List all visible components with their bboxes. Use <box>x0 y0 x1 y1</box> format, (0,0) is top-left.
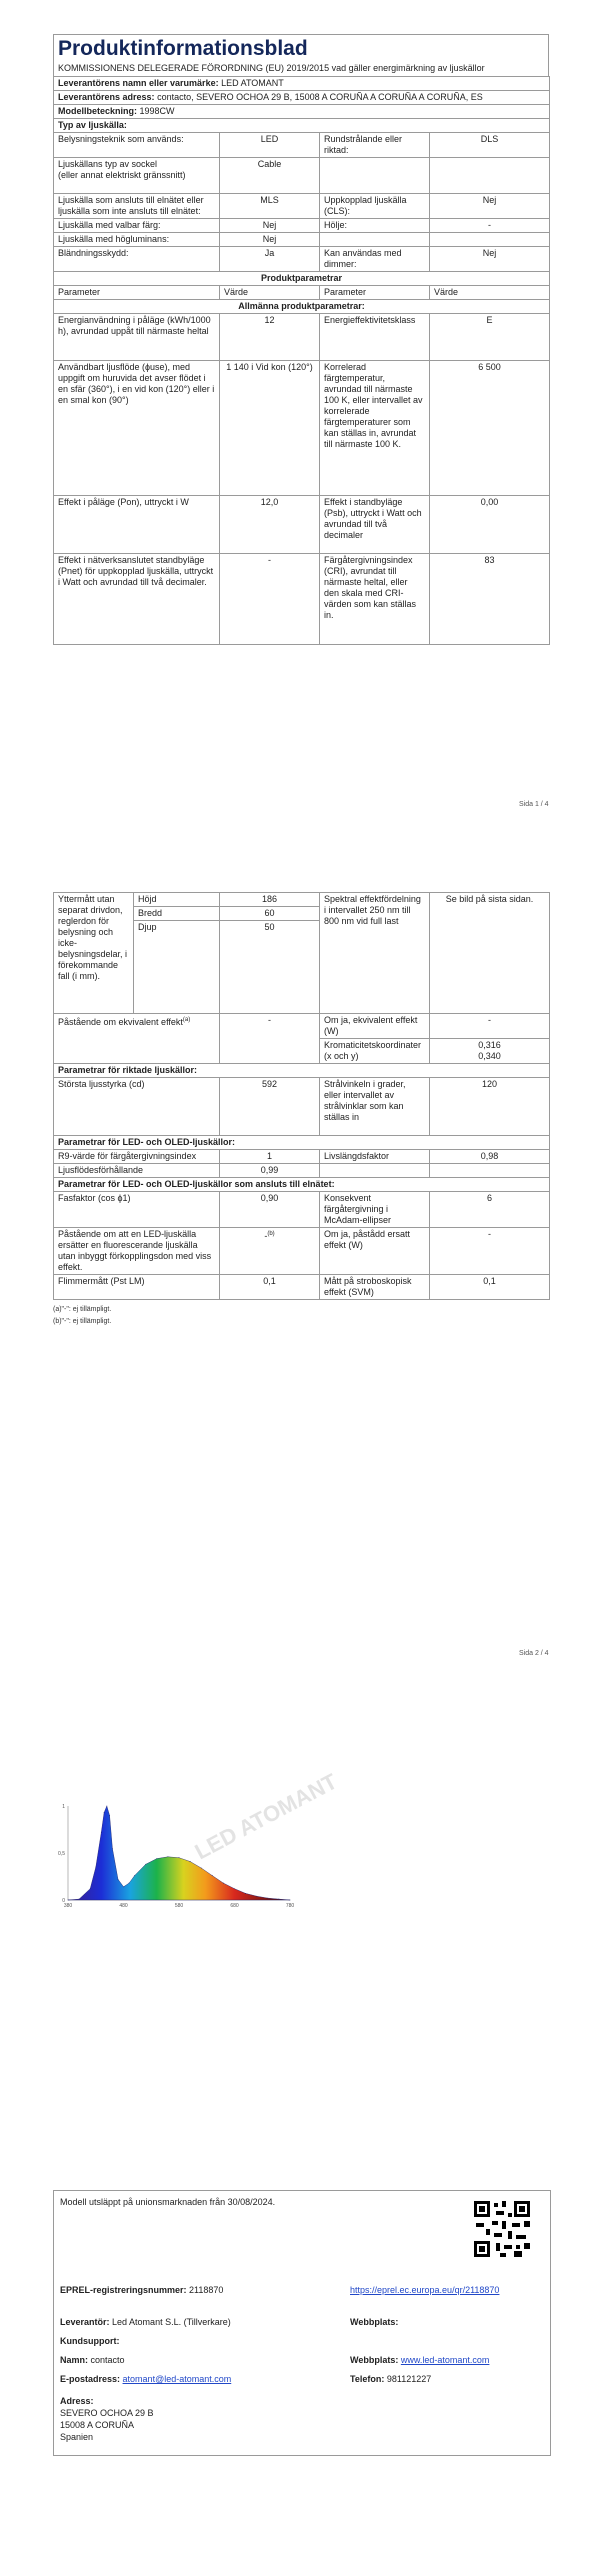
market-date: Modell utsläppt på unionsmarknaden från 30/08/2024. <box>60 2197 276 2207</box>
regulation-subtitle: KOMMISSIONENS DELEGERADE FÖRORDNING (EU) 2019/2015 vad gäller energimärkning av ljuskällor <box>53 63 549 76</box>
email-link[interactable]: atomant@led-atomant.com <box>122 2374 232 2384</box>
led-atomant-watermark <box>191 1768 342 1864</box>
supplier-name-row: Leverantörens namn eller varumärke: LED ATOMANT <box>54 77 550 91</box>
data-point <box>95 1867 96 1868</box>
column-header-row: Parameter Värde Parameter Värde <box>54 286 550 300</box>
directional-heading: Parametrar för riktade ljuskällor: <box>54 1064 550 1078</box>
y-tick-label: 1 <box>62 1804 65 1810</box>
svg-text:LED ATOMANT: LED ATOMANT <box>190 1768 342 1865</box>
data-point <box>279 1899 280 1900</box>
data-point <box>104 1812 105 1813</box>
y-tick-label: 0 <box>62 1898 65 1904</box>
x-tick-label: 480 <box>119 1903 128 1909</box>
data-point <box>223 1883 224 1884</box>
data-point <box>234 1888 235 1889</box>
spectral-distribution-chart <box>50 1768 342 1920</box>
page-2 <box>0 880 603 1700</box>
general-heading: Allmänna produktparametrar: <box>54 300 550 314</box>
page-number: Sida 1 / 4 <box>519 801 549 808</box>
data-point <box>190 1861 191 1862</box>
data-point <box>201 1868 202 1869</box>
eprel-number: EPREL-registreringsnummer: 2118870 <box>60 2285 224 2295</box>
table-row: Ljuskälla som ansluts till elnätet eller ljuskälla som inte ansluts till elnätet: MLS Uppkopplad ljuskälla (CLS): Nej <box>54 194 550 219</box>
data-point <box>168 1856 169 1857</box>
data-point <box>267 1898 268 1899</box>
mains-heading: Parametrar för LED- och OLED-ljuskällor som ansluts till elnätet: <box>54 1178 550 1192</box>
data-point <box>118 1879 119 1880</box>
table-row: Fasfaktor (cos ϕ1) 0,90 Konsekvent färgåtergivning i McAdam-ellipser 6 <box>54 1192 550 1228</box>
x-tick-label: 380 <box>63 1903 73 1909</box>
data-point <box>145 1864 146 1865</box>
contact-website: Webbplats: www.led-atomant.com <box>350 2355 490 2365</box>
data-point <box>101 1832 102 1833</box>
data-point <box>90 1888 91 1889</box>
data-point <box>179 1857 180 1858</box>
table-row: Djup 50 <box>54 921 550 1014</box>
product-params-heading: Produktparametrar <box>54 272 550 286</box>
qr-code[interactable] <box>472 2199 532 2259</box>
footnote-a: (a)"-": ej tillämpligt. <box>53 1306 112 1313</box>
table-row: Påstående om ekvivalent effekt$^{(a)}$ - Om ja, ekvivalent effekt (W) - <box>54 1014 550 1039</box>
table-row: Flimmermått (Pst LM) 0,1 Mått på stroboskopisk effekt (SVM) 0,1 <box>54 1275 550 1300</box>
page-number: Sida 2 / 4 <box>519 1650 549 1657</box>
table-row: Ljuskällans typ av sockel (eller annat elektriskt gränssnitt) Cable <box>54 158 550 194</box>
data-point <box>109 1815 110 1816</box>
table-row: Ljuskälla med högluminans: Nej <box>54 233 550 247</box>
data-point <box>290 1900 291 1901</box>
table-row: R9-värde för färgåtergivningsindex 1 Livslängdsfaktor 0,98 <box>54 1150 550 1164</box>
data-point <box>245 1893 246 1894</box>
table-row: Bländningsskydd: Ja Kan användas med dimmer: Nej <box>54 247 550 272</box>
website-link[interactable]: www.led-atomant.com <box>400 2355 490 2365</box>
page-3 <box>0 1760 603 2180</box>
table-row: Belysningsteknik som används: LED Rundstrålande eller riktad: DLS <box>54 133 550 158</box>
data-point <box>134 1875 135 1876</box>
type-heading: Typ av ljuskälla: <box>54 119 550 133</box>
data-point <box>212 1875 213 1876</box>
table-row: Största ljusstyrka (cd) 592 Strålvinkeln i grader, eller intervallet av strålvinklar som kan ställas in 120 <box>54 1078 550 1136</box>
supplier-address-row: Leverantörens adress: contacto, SEVERO OCHOA 29 B, 15008 A CORUÑA A CORUÑA A CORUÑA, ES <box>54 91 550 105</box>
x-tick-label: 580 <box>174 1903 184 1909</box>
website-label: Webbplats: <box>350 2317 399 2327</box>
data-point <box>112 1848 113 1849</box>
table-row: Effekt i nätverksanslutet standbyläge (Pnet) för uppkopplad ljuskälla, uttryckt i Watt och avrundad till två decimaler. - Färgåtergivningsindex (CRI), avrundat till närmaste heltal, eller den skala med CRI-värden som kan ställas in. 83 <box>54 554 550 645</box>
model-row: Modellbeteckning: 1998CW <box>54 105 550 119</box>
table-row: Yttermått utan separat drivdon, reglerdon för belysning och icke-belysningsdelar, i förekommande fall (i mm). Höjd 186 Spektral effektfördelning i intervallet 250 nm till 800 nm vid full last Se bild på sista sidan. <box>54 893 550 907</box>
footnote-b: (b)"-": ej tillämpligt. <box>53 1318 112 1325</box>
table-row: Kromaticitetskoordinater (x och y) 0,316 0,340 <box>54 1039 550 1064</box>
data-point <box>68 1900 69 1901</box>
x-tick-label: 780 <box>285 1903 295 1909</box>
registration-box <box>53 2190 551 2456</box>
params-table <box>53 892 550 1300</box>
data-point <box>256 1896 257 1897</box>
product-info-table <box>53 76 550 645</box>
table-row: Användbart ljusflöde (ɸuse), med uppgift om huruvida det avser flödet i en sfär (360°), i en vid kon (120°) eller i en smal kon (90°) 1 140 i Vid kon (120°) Korrelerad färgtemperatur, avrundad till närmaste 100 K, eller intervallet av korrelerade färgtemperaturer som kan ställas in, avrundat till närmaste 100 K. 6 500 <box>54 361 550 496</box>
x-tick-label: 680 <box>230 1903 239 1909</box>
led-heading: Parametrar för LED- och OLED-ljuskällor: <box>54 1136 550 1150</box>
table-row: Bredd 60 <box>54 907 550 921</box>
data-point <box>156 1858 157 1859</box>
table-row: Ljusflödesförhållande 0,99 <box>54 1164 550 1178</box>
data-point <box>129 1883 130 1884</box>
y-tick-label: 0,5 <box>58 1851 65 1857</box>
table-row: Effekt i påläge (Pon), uttryckt i W 12,0 Effekt i standbyläge (Psb), uttryckt i Watt och avrundad till två decimaler 0,00 <box>54 496 550 554</box>
table-row: Påstående om att en LED-ljuskälla ersätter en fluorescerande ljuskälla utan inbyggt förkopplingsdon med viss effekt. -$^{(b)}$ Om ja, påstådd ersatt effekt (W) - <box>54 1228 550 1275</box>
data-point <box>123 1886 124 1887</box>
supplier-row: Leverantör: Led Atomant S.L. (Tillverkare) <box>60 2317 231 2327</box>
contact-name: Namn: contacto <box>60 2355 125 2365</box>
contact-phone: Telefon: 981121227 <box>350 2374 432 2384</box>
support-label: Kundsupport: <box>60 2336 120 2346</box>
page-title: Produktinformationsblad <box>53 34 549 63</box>
contact-address: Adress: SEVERO OCHOA 29 B 15008 A CORUÑA Spanien <box>60 2396 154 2442</box>
data-point <box>106 1806 107 1807</box>
page-1 <box>0 0 603 820</box>
eprel-link[interactable]: https://eprel.ec.europa.eu/qr/2118870 <box>350 2285 500 2295</box>
data-point <box>79 1899 80 1900</box>
contact-email: E-postadress: atomant@led-atomant.com <box>60 2374 232 2384</box>
page-4 <box>0 2180 603 2560</box>
table-row: Energianvändning i påläge (kWh/1000 h), avrundad uppåt till närmaste heltal 12 Energieffektivitetsklass E <box>54 314 550 361</box>
table-row: Ljuskälla med valbar färg: Nej Hölje: - <box>54 219 550 233</box>
